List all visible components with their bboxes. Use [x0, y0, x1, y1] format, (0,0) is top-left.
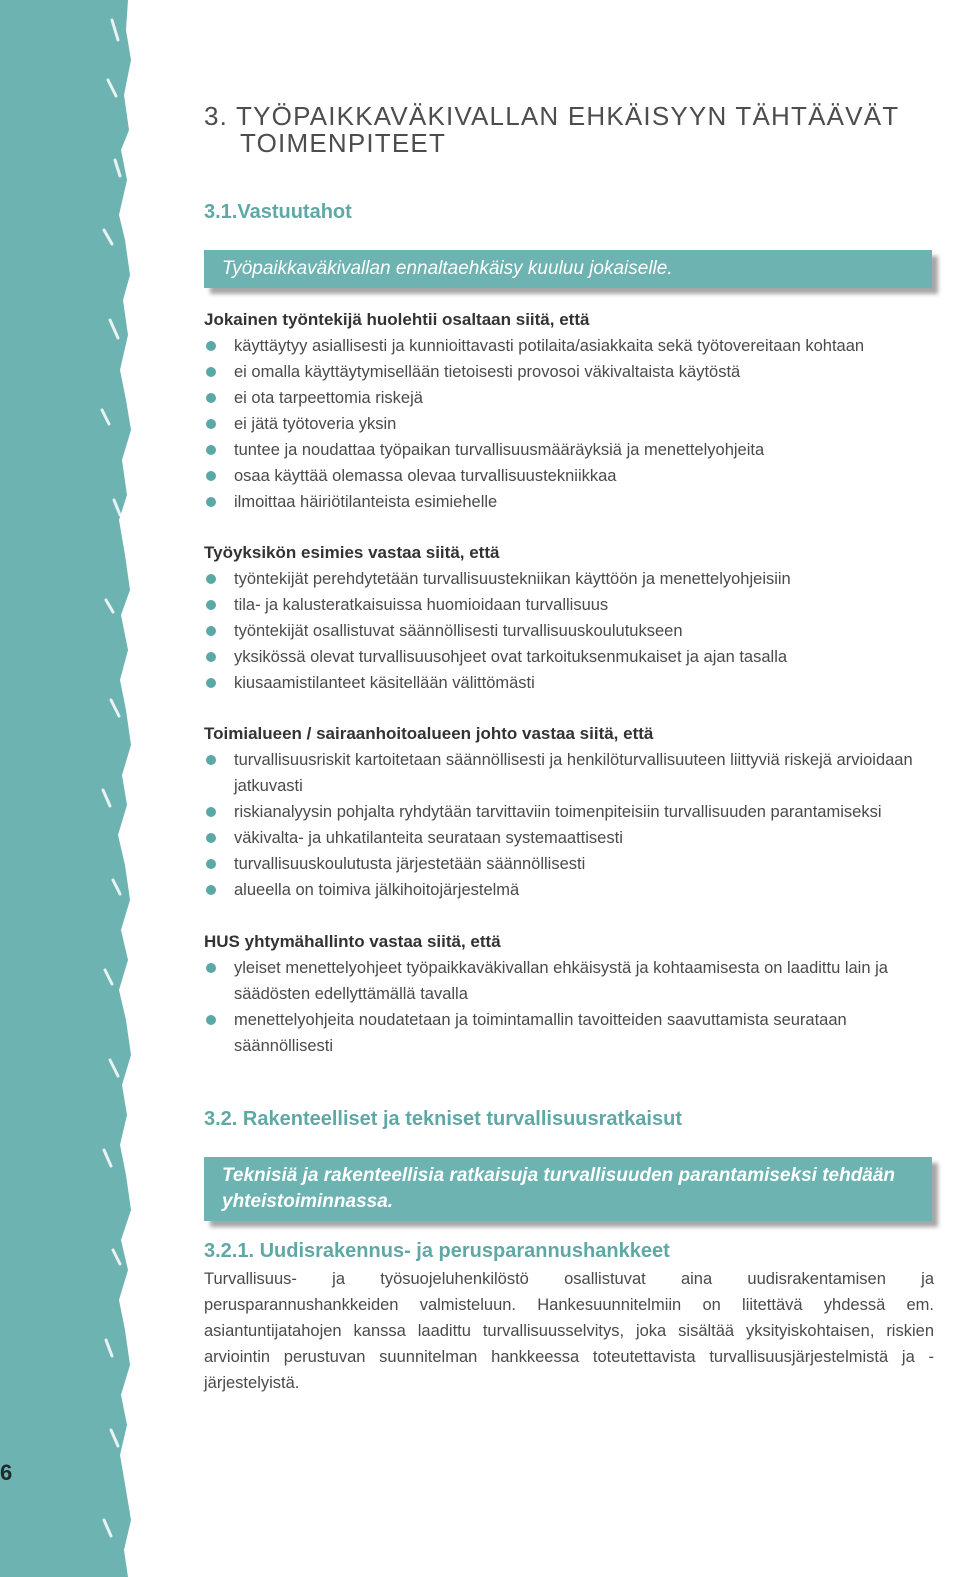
chapter-title-line1: 3. TYÖPAIKKAVÄKIVALLAN EHKÄISYYN TÄHTÄÄVÄT [204, 101, 900, 131]
callout-box-technical: Teknisiä ja rakenteellisia ratkaisuja turvallisuuden parantamiseksi tehdään yhteistoiminnassa. [204, 1157, 932, 1221]
bullet-icon [206, 471, 216, 481]
group-title: Toimialueen / sairaanhoitoalueen johto vastaa siitä, että [204, 724, 654, 743]
group-title: Jokainen työntekijä huolehtii osaltaan siitä, että [204, 310, 590, 329]
responsibility-group-administration [204, 929, 934, 1059]
responsibility-group-management [204, 721, 934, 903]
list-item: käyttäytyy asiallisesti ja kunnioittavasti potilaita/asiakkaita sekä työtovereitaan kohtaan [204, 333, 934, 359]
list-item: työntekijät perehdytetään turvallisuustekniikan käyttöön ja menettelyohjeisiin [204, 566, 934, 592]
bullet-icon [206, 393, 216, 403]
bullet-icon [206, 574, 216, 584]
bullet-icon [206, 755, 216, 765]
list-item: tuntee ja noudattaa työpaikan turvallisuusmääräyksiä ja menettelyohjeita [204, 437, 934, 463]
list-item: turvallisuuskoulutusta järjestetään säännöllisesti [204, 851, 934, 877]
chapter-title-line2: TOIMENPITEET [240, 128, 447, 158]
bullet-icon [206, 963, 216, 973]
list-item: ei omalla käyttäytymisellään tietoisesti provosoi väkivaltaista käytöstä [204, 359, 934, 385]
list-item: kiusaamistilanteet käsitellään välittömästi [204, 670, 934, 696]
bullet-icon [206, 626, 216, 636]
list-item: ei ota tarpeettomia riskejä [204, 385, 934, 411]
bullet-icon [206, 1015, 216, 1025]
list-item: väkivalta- ja uhkatilanteita seurataan systemaattisesti [204, 825, 934, 851]
bullet-icon [206, 419, 216, 429]
bullet-list [204, 955, 934, 1059]
responsibility-group-supervisor [204, 540, 934, 696]
bullet-icon [206, 833, 216, 843]
list-item: ei jätä työtoveria yksin [204, 411, 934, 437]
bullet-list [204, 747, 934, 903]
list-item: turvallisuusriskit kartoitetaan säännöllisesti ja henkilöturvallisuuteen liittyviä riskejä arvioidaan jatkuvasti [204, 747, 934, 799]
page-number: 6 [0, 1460, 13, 1485]
group-title: HUS yhtymähallinto vastaa siitä, että [204, 932, 501, 951]
bullet-icon [206, 367, 216, 377]
list-item: riskianalyysin pohjalta ryhdytään tarvittaviin toimenpiteisiin turvallisuuden parantamiseksi [204, 799, 934, 825]
bullet-icon [206, 445, 216, 455]
callout-box: Työpaikkaväkivallan ennaltaehkäisy kuuluu jokaiselle. [204, 250, 932, 288]
list-item: yksikössä olevat turvallisuusohjeet ovat tarkoituksenmukaiset ja ajan tasalla [204, 644, 934, 670]
list-item: työntekijät osallistuvat säännöllisesti turvallisuuskoulutukseen [204, 618, 934, 644]
bullet-icon [206, 341, 216, 351]
list-item: yleiset menettelyohjeet työpaikkaväkivallan ehkäisystä ja kohtaamisesta on laadittu lain ja säädösten edellyttämällä tavalla [204, 955, 934, 1007]
decorative-side-band [0, 0, 140, 1577]
bullet-icon [206, 652, 216, 662]
bullet-icon [206, 600, 216, 610]
body-paragraph: Turvallisuus- ja työsuojeluhenkilöstö osallistuvat aina uudisrakentamisen ja perusparannushankkeiden valmisteluun. Hankesuunnitelmiin on liitettävä yhdessä em. asiantuntijatahojen kanssa laadittu turvallisuusselvitys, joka sisältää yksityiskohtaisen, riskien arviointin perustuvan suunnitelman hankkeessa toteutettavista turvallisuusjärjestelmistä ja -järjestelyistä. [204, 1270, 934, 1392]
list-item: osaa käyttää olemassa olevaa turvallisuustekniikkaa [204, 463, 934, 489]
section-heading-3-1: 3.1.Vastuutahot [204, 201, 352, 223]
responsibility-group-employee [204, 307, 934, 515]
list-item: ilmoittaa häiriötilanteista esimiehelle [204, 489, 934, 515]
bullet-icon [206, 885, 216, 895]
bullet-list [204, 333, 934, 515]
list-item: tila- ja kalusteratkaisuissa huomioidaan turvallisuus [204, 592, 934, 618]
list-item: alueella on toimiva jälkihoitojärjestelmä [204, 877, 934, 903]
list-item: menettelyohjeita noudatetaan ja toimintamallin tavoitteiden saavuttamista seurataan säännöllisesti [204, 1007, 934, 1059]
group-title: Työyksikön esimies vastaa siitä, että [204, 543, 500, 562]
section-heading-3-2: 3.2. Rakenteelliset ja tekniset turvallisuusratkaisut [204, 1108, 682, 1130]
bullet-icon [206, 807, 216, 817]
chapter-title [204, 103, 924, 157]
bullet-list [204, 566, 934, 696]
subsection-heading-3-2-1: 3.2.1. Uudisrakennus- ja perusparannushankkeet [204, 1240, 670, 1262]
bullet-icon [206, 497, 216, 507]
bullet-icon [206, 678, 216, 688]
bullet-icon [206, 859, 216, 869]
